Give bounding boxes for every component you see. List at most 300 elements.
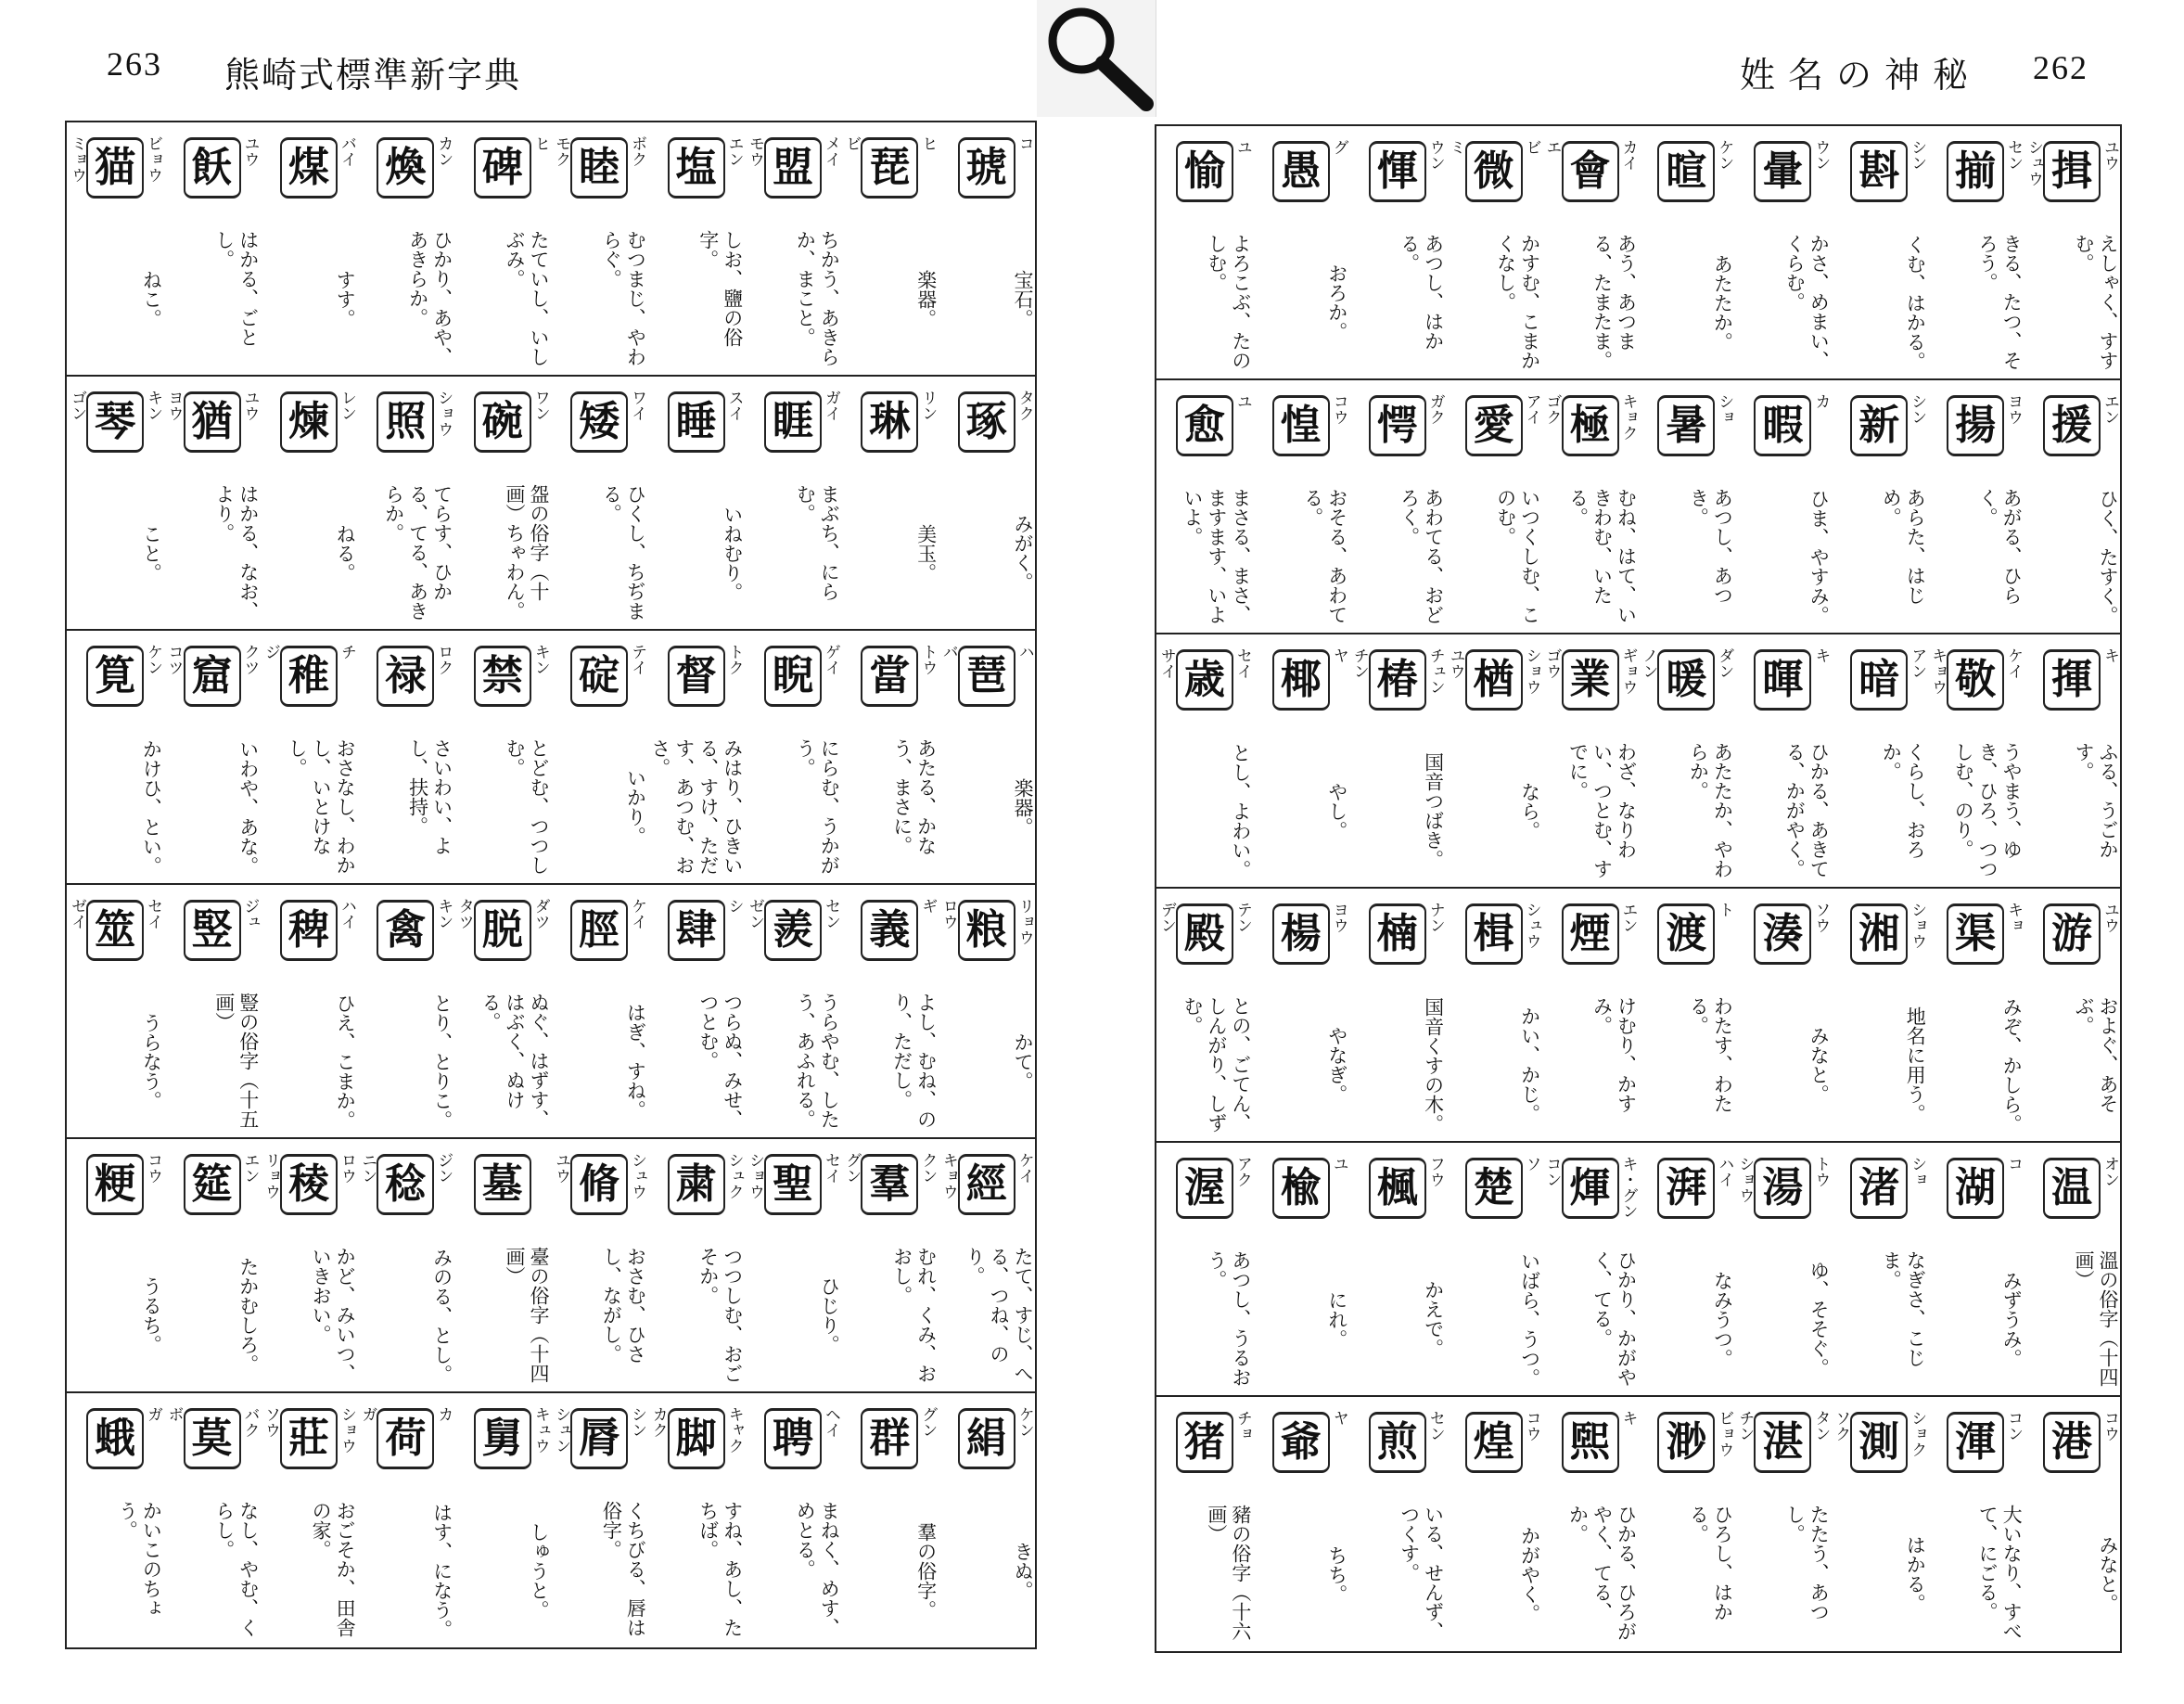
entry-heading [1542,1156,1639,1228]
on-reading: ユ [1329,1156,1348,1172]
dictionary-entry [551,885,647,1137]
dictionary-entry [2024,634,2120,887]
kanji-character: 楢 [1465,649,1523,711]
dictionary-entry [2024,1397,2120,1651]
entry-heading [1253,647,1349,720]
on-reading: ト [1715,902,1734,917]
on-reading: キョ [2004,902,2024,933]
kanji-character: 暇 [1754,395,1811,456]
on-reading: ギョウ [1618,647,1638,695]
kanji-character: 會 [1562,141,1619,202]
kanji-character: 微 [1465,141,1523,202]
entry-meaning: すす。 [334,269,357,328]
dictionary-entry [1734,1143,1831,1395]
alt-reading: ミョウ [68,135,87,183]
alt-reading: ヨウ [164,390,184,421]
on-reading: ケイ [628,898,647,929]
entry-meaning: ひろし、はかる。 [1687,1505,1734,1621]
on-reading: クツ [240,644,260,675]
entry-heading [163,1152,260,1224]
on-reading: ユウ [2101,139,2120,171]
entry-heading [67,1152,163,1224]
entry-heading [647,390,744,462]
on-reading: シン [1908,139,1927,171]
entry-meaning: 地名に用う。 [1904,1006,1927,1123]
alt-reading: バ [939,644,958,660]
dictionary-entry [1638,126,1734,378]
entry-heading [1446,1156,1542,1228]
kanji-character: 煉 [280,391,338,453]
on-reading: テン [1232,902,1252,933]
entry-row [1156,126,2120,380]
on-reading: クン [918,1152,938,1184]
kanji-character: 湘 [1850,903,1908,965]
on-reading: オン [2101,1156,2120,1187]
entry-meaning: しゅうと。 [527,1521,550,1620]
entry-heading [1349,647,1446,720]
entry-heading [1542,393,1639,466]
entry-meaning: あたたか、やわらか。 [1687,742,1734,878]
left-page-number: 263 [107,45,162,83]
dictionary-entry [745,885,841,1137]
entry-meaning: いばら、うつ。 [1518,1250,1541,1388]
dictionary-entry [357,377,453,629]
kanji-character: 温 [2043,1158,2101,1219]
entry-meaning: なぎさ、こじま。 [1880,1250,1927,1367]
kanji-character: 楓 [1369,1158,1426,1219]
entry-meaning: 美玉。 [914,523,938,583]
kanji-character: 蛾 [86,1408,144,1469]
entry-heading [647,1152,744,1224]
on-reading: ナン [1425,902,1445,933]
on-reading: チョ [1232,1410,1252,1441]
entry-heading [163,135,260,208]
dictionary-entry [1831,126,1927,378]
dictionary-entry [2024,889,2120,1141]
dictionary-entry [1253,1397,1349,1651]
entry-meaning: いつくしむ、このむ。 [1494,488,1541,624]
alt-reading: ショウ [745,1152,764,1199]
alt-reading: ニン [358,1152,377,1184]
entry-heading [647,1406,744,1479]
on-reading: セン [1425,1410,1445,1441]
entry-row [1156,1397,2120,1651]
on-reading: シン [1908,393,1927,425]
entry-heading [1446,1410,1542,1482]
entry-meaning: まぶち、にらむ。 [794,484,841,601]
kanji-character: 暖 [1657,649,1715,711]
on-reading: アク [1232,1156,1252,1187]
dictionary-entry [1542,126,1639,378]
on-reading: トウ [1811,1156,1831,1187]
kanji-character: 斟 [1850,141,1908,202]
entry-heading [163,390,260,462]
on-reading: キュウ [530,1406,550,1454]
entry-heading [1734,1156,1831,1228]
entry-meaning: 国音くすの木。 [1422,996,1445,1134]
dictionary-entry [1542,1143,1639,1395]
kanji-character: 煤 [280,137,338,199]
entry-heading [163,1406,260,1479]
on-reading: ユ [1232,393,1252,409]
kanji-character: 竪 [184,900,241,961]
on-reading: ウン [1425,139,1445,171]
on-reading: セイ [144,898,163,929]
kanji-character: 照 [377,391,434,453]
alt-reading: コン [1542,1156,1562,1187]
on-reading: ショク [1908,1410,1927,1457]
kanji-character: 渥 [1176,1158,1233,1219]
dictionary-entry [647,885,744,1137]
kanji-character: 窟 [184,646,241,707]
entry-heading [551,898,647,970]
entry-heading [841,135,938,208]
entry-meaning: ひかり、あや、あきらか。 [406,230,453,366]
dictionary-entry [1734,380,1831,633]
alt-reading: キョウ [1928,647,1948,695]
kanji-character: 脱 [474,900,531,961]
dictionary-entry [1156,380,1253,633]
on-reading: トク [724,644,744,675]
kanji-character: 琢 [958,391,1015,453]
on-reading: シン [628,1406,647,1438]
entry-heading [1734,1410,1831,1482]
entry-meaning: ぬぐ、はずす、はぶく、ぬける。 [479,993,550,1129]
kanji-character: 聖 [764,1154,822,1215]
entry-heading [261,644,357,716]
kanji-character: 飫 [184,137,241,199]
entry-heading [1831,1410,1927,1482]
entry-meaning: 羣の俗字。 [914,1521,938,1620]
entry-meaning: ひま、やすみ。 [1807,488,1831,625]
on-reading: ユ [1232,139,1252,155]
entry-meaning: 豬の俗字（十六画） [1205,1505,1252,1641]
dictionary-entry [357,631,453,883]
entry-meaning: みなと。 [1807,1026,1831,1104]
on-reading: チュン [1425,647,1445,695]
on-reading: ハイ [1715,1156,1734,1187]
entry-meaning: むれ、くみ、おおし。 [890,1247,938,1383]
on-reading: カイ [1618,139,1638,171]
dictionary-entry [551,377,647,629]
entry-row [67,122,1035,377]
entry-meaning: こと。 [140,523,163,583]
entry-heading [1831,139,1927,211]
on-reading: ロク [434,644,453,675]
dictionary-entry [745,377,841,629]
dictionary-entry [1349,380,1446,633]
entry-heading [67,898,163,970]
dictionary-entry [1349,126,1446,378]
on-reading: ハ [1015,644,1034,660]
entry-meaning: ひじり。 [818,1276,841,1354]
on-reading: キ [2101,647,2120,663]
entry-heading [551,135,647,208]
kanji-character: 椰 [1272,649,1330,711]
entry-meaning: くちびる、唇は俗字。 [600,1501,647,1637]
on-reading: エン [2101,393,2120,425]
on-reading: バク [240,1406,260,1438]
dictionary-entry [1253,634,1349,887]
right-page-number: 262 [2033,49,2088,86]
entry-meaning: 臺の俗字（十四画） [503,1247,550,1383]
kanji-character: 脛 [570,900,628,961]
dictionary-entry [1638,634,1734,887]
alt-reading: ガ [358,1406,377,1422]
on-reading: ビョウ [1715,1410,1734,1457]
kanji-character: 羨 [764,900,822,961]
entry-meaning: とり、とりこ。 [430,993,453,1130]
entry-heading [647,898,744,970]
entry-heading [454,390,551,462]
entry-meaning: やなぎ。 [1325,1026,1348,1104]
on-reading: ワン [530,390,550,421]
on-reading: ショウ [434,390,453,437]
dictionary-entry [357,1393,453,1647]
on-reading: ヨウ [2004,393,2024,425]
entry-meaning: いる、せんず、つくす。 [1398,1505,1445,1641]
on-reading: ガイ [821,390,840,421]
entry-heading [1734,139,1831,211]
entry-heading [67,135,163,208]
entry-heading [1253,902,1349,974]
on-reading: ヘイ [821,1406,840,1438]
kanji-character: 殿 [1176,903,1233,965]
entry-meaning: よし、むね、のり、ただし。 [890,993,938,1129]
dictionary-entry [67,885,163,1137]
dictionary-entry [1156,889,1253,1141]
entry-meaning: かさ、めまい、くらむ。 [1783,234,1831,370]
kanji-character: 援 [2043,395,2101,456]
entry-meaning: たたう、あつし。 [1783,1505,1831,1621]
on-reading: コウ [1522,1410,1541,1441]
on-reading: ケン [1015,1406,1034,1438]
entry-heading [745,1406,841,1479]
kanji-character: 粛 [668,1154,725,1215]
kanji-character: 荷 [377,1408,434,1469]
entry-meaning: おごそか、田舎の家。 [310,1501,357,1637]
dictionary-entry [67,122,163,375]
on-reading: キ・グン [1618,1156,1638,1219]
dictionary-entry [841,631,938,883]
entry-meaning: ひえ、こまか。 [334,993,357,1130]
dictionary-entry [1734,126,1831,378]
kanji-character: 暉 [1754,649,1811,711]
entry-heading [2024,1410,2120,1482]
entry-heading [1446,647,1542,720]
entry-heading [1831,902,1927,974]
kanji-character: 新 [1850,395,1908,456]
dictionary-entry [357,885,453,1137]
on-reading: ワイ [628,390,647,421]
dictionary-entry [1734,889,1831,1141]
entry-row [1156,889,2120,1143]
kanji-character: 猪 [1176,1412,1233,1473]
search-button[interactable] [1037,0,1156,117]
dictionary-entry [745,631,841,883]
alt-reading: チン [1349,647,1369,679]
dictionary-entry [551,122,647,375]
dictionary-entry [1446,1397,1542,1651]
entry-meaning: みのる、とし。 [430,1247,453,1384]
on-reading: シュク [724,1152,744,1199]
kanji-character: 煎 [1369,1412,1426,1473]
dictionary-entry [841,885,938,1137]
on-reading: カ [1811,393,1831,409]
kanji-character: 琶 [958,646,1015,707]
kanji-character: 猫 [86,137,144,199]
kanji-character: 群 [861,1408,918,1469]
kanji-character: 督 [668,646,725,707]
entry-heading [841,898,938,970]
entry-heading [1638,139,1734,211]
entry-meaning: 宝石。 [1012,269,1034,328]
kanji-character: 筧 [86,646,144,707]
dictionary-entry [1253,889,1349,1141]
entry-heading [1927,393,2024,466]
on-reading: コウ [144,1152,163,1184]
kanji-character: 椿 [1369,649,1426,711]
entry-meaning: かいこのちょう。 [116,1501,163,1618]
dictionary-entry [1446,1143,1542,1395]
on-reading: ショ [1908,1156,1927,1187]
entry-heading [1927,1156,2024,1228]
entry-meaning: あつし、あつき。 [1687,488,1734,605]
entry-meaning: なら。 [1518,781,1541,840]
on-reading: キ [1618,1410,1638,1426]
entry-meaning: 楽器。 [914,269,938,328]
kanji-character: 莫 [184,1408,241,1469]
on-reading: ソウ [1811,902,1831,933]
dictionary-entry [1446,380,1542,633]
on-reading: ケイ [2004,647,2024,679]
dictionary-entry [1349,889,1446,1141]
on-reading: メイ [821,135,840,167]
entry-meaning: たていし、いしぶみ。 [503,230,550,366]
entry-meaning: やし。 [1325,781,1348,840]
on-reading: ケン [1715,139,1734,171]
entry-meaning: はかる、なお、より。 [212,484,260,621]
kanji-character: 琳 [861,391,918,453]
kanji-character: 暗 [1850,649,1908,711]
entry-heading [454,1152,551,1224]
entry-heading [163,898,260,970]
entry-heading [261,898,357,970]
dictionary-entry [1156,126,1253,378]
dictionary-entry [261,631,357,883]
dictionary-entry [745,1139,841,1391]
on-reading: ショ [1715,393,1734,425]
kanji-character: 湯 [1754,1158,1811,1219]
entry-meaning: ひかる、あきてる、かがやく。 [1783,742,1831,878]
entry-meaning: かど、みいつ、いきおい。 [310,1247,357,1383]
entry-meaning: 国音つばき。 [1422,752,1445,869]
dictionary-entry [551,631,647,883]
entry-meaning: ねる。 [334,523,357,583]
entry-heading [745,390,841,462]
dictionary-entry [163,885,260,1137]
left-page-title: 熊崎式標準新字典 [224,55,522,96]
on-reading: ビョウ [144,135,163,183]
dictionary-entry [647,1139,744,1391]
entry-meaning: けむり、かすみ。 [1590,996,1638,1113]
entry-heading [261,390,357,462]
on-reading: ユウ [240,135,260,167]
alt-reading: ゴウ [1542,647,1562,679]
entry-heading [1831,647,1927,720]
dictionary-entry [939,885,1035,1137]
kanji-character: 港 [2043,1412,2101,1473]
entry-meaning: ひかる、ひろがやく、てる、か。 [1566,1505,1638,1641]
kanji-character: 琴 [86,391,144,453]
dictionary-entry [454,1139,551,1391]
entry-heading [551,390,647,462]
on-reading: キャク [724,1406,744,1454]
entry-meaning: にれ。 [1325,1289,1348,1349]
kanji-character: 筮 [86,900,144,961]
dictionary-entry [1638,889,1734,1141]
entry-meaning: 楽器。 [1012,777,1034,837]
on-reading: コ [1015,135,1034,151]
kanji-character: 稚 [280,646,338,707]
entry-meaning: ちち。 [1325,1544,1348,1604]
alt-reading: ボ [164,1406,184,1422]
entry-meaning: あう、あつまる、たまたま。 [1590,234,1638,370]
entry-meaning: いねむり。 [721,504,744,602]
dictionary-entry [454,1393,551,1647]
entry-meaning: うるち。 [140,1276,163,1354]
dictionary-entry [841,1393,938,1647]
entry-heading [1638,902,1734,974]
dictionary-entry [2024,126,2120,378]
alt-reading: チン [1735,1410,1755,1441]
alt-reading: サイ [1156,647,1176,679]
kanji-character: 渚 [1850,1158,1908,1219]
entry-heading [357,1152,453,1224]
entry-meaning: かい、かじ。 [1518,1006,1541,1123]
kanji-character: 揖 [2043,141,2101,202]
alt-reading: デン [1156,902,1176,933]
kanji-character: 禁 [474,646,531,707]
entry-row [1156,634,2120,889]
entry-heading [1638,393,1734,466]
entry-meaning: みはり、ひきいる、すけ、ただす、あつむ、おさ。 [648,738,744,875]
entry-heading [2024,139,2120,211]
entry-heading [454,135,551,208]
on-reading: テイ [628,644,647,675]
on-reading: ケイ [1015,1152,1034,1184]
entry-meaning: およぐ、あそぶ。 [2073,996,2119,1113]
kanji-character: 揃 [1947,141,2004,202]
entry-heading [67,644,163,716]
dictionary-entry [1927,380,2024,633]
kanji-character: 業 [1562,649,1619,711]
dictionary-entry [1831,889,1927,1141]
entry-meaning: あわてる、おどろく。 [1398,488,1445,624]
on-reading: セイ [1232,647,1252,679]
entry-heading [2024,902,2120,974]
on-reading: タク [1015,390,1034,421]
entry-meaning: ひかり、かがやく、てる。 [1590,1250,1638,1387]
dictionary-entry [1638,1397,1734,1651]
entry-meaning: すね、あし、たちば。 [696,1501,744,1637]
kanji-character: 游 [2043,903,2101,965]
dictionary-entry [647,377,744,629]
dictionary-entry [1927,1397,2024,1651]
kanji-character: 愕 [1369,395,1426,456]
entry-meaning: かがやく。 [1518,1525,1541,1623]
entry-meaning: あらた、はじめ。 [1880,488,1927,605]
